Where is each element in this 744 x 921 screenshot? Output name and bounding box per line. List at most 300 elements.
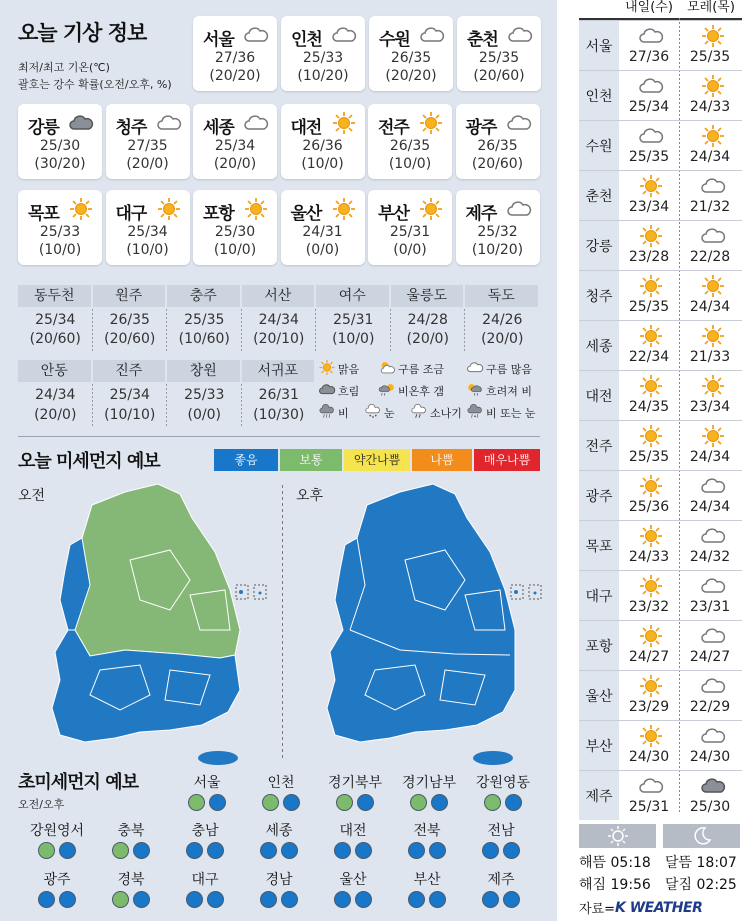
city-prob: (10/20): [297, 68, 349, 84]
city-name: 춘천: [467, 30, 498, 50]
small-city-prob: (20/60): [104, 331, 156, 347]
dust-level-badge: 보통: [280, 449, 342, 471]
forecast-temp-day1: 23/29: [628, 699, 670, 715]
am-level-dot: [408, 842, 425, 859]
forecast-temp-day2: 22/29: [689, 699, 731, 715]
fine-dust-city: 울산: [339, 872, 367, 888]
forecast-temp-day1: 27/36: [628, 49, 670, 65]
fine-dust-dots: [168, 842, 242, 859]
cloud-icon: [331, 24, 357, 46]
sun-icon: [700, 325, 724, 345]
am-level-dot: [484, 794, 501, 811]
fine-dust-city: 경기남부: [401, 775, 457, 791]
forecast-row: [579, 570, 742, 620]
am-level-dot: [186, 891, 203, 908]
legend-item: [318, 382, 359, 400]
forecast-temp-day2: 24/33: [689, 99, 731, 115]
rain-icon: [318, 404, 336, 422]
legend-item: [364, 404, 395, 422]
fine-dust-dots: [94, 891, 168, 908]
shower-icon: [410, 404, 428, 422]
forecast-temp-day2: 23/31: [689, 599, 731, 615]
forecast-row: [579, 20, 742, 70]
legend-item: [466, 382, 532, 400]
city-temp: 25/30: [39, 138, 81, 154]
forecast-temp-day2: 24/34: [689, 449, 731, 465]
forecast-row: [579, 120, 742, 170]
pm-level-dot: [59, 891, 76, 908]
pm-level-dot: [357, 794, 374, 811]
legend-label: 흐림: [338, 385, 360, 398]
forecast-city: 제주: [579, 771, 619, 820]
small-city-name: 안동: [18, 360, 91, 382]
cloud-icon: [700, 725, 724, 745]
city-card: [106, 190, 190, 265]
dark-cloud-icon: [68, 112, 94, 134]
forecast-row: [579, 670, 742, 720]
city-prob: (20/20): [209, 68, 261, 84]
forecast-temp-day2: 21/32: [689, 199, 731, 215]
city-card: [193, 190, 277, 265]
cloud-icon: [700, 175, 724, 195]
sunrise: 해뜸 05:18: [579, 855, 651, 871]
sun-rain-icon: [378, 382, 396, 400]
forecast-temp-day2: 24/32: [689, 549, 731, 565]
city-temp: 25/31: [389, 224, 431, 240]
forecast-temp-day1: 23/32: [628, 599, 670, 615]
small-city-prob: (10/30): [253, 407, 305, 423]
sun-icon: [638, 325, 662, 345]
city-temp: 25/33: [302, 50, 344, 66]
dust-level-badge: 매우나쁨: [474, 449, 540, 471]
legend-item: [378, 360, 444, 378]
fine-dust-city: 대전: [339, 823, 367, 839]
cloud-icon: [638, 775, 662, 795]
city-card: [456, 190, 540, 265]
forecast-temp-day1: 25/31: [628, 799, 670, 815]
page-title: 오늘 기상 정보: [18, 21, 147, 45]
fine-dust-city: 인천: [267, 775, 295, 791]
fine-dust-dots: [318, 794, 392, 811]
fine-dust-dots: [170, 794, 244, 811]
city-temp: 25/34: [214, 138, 256, 154]
forecast-row: [579, 370, 742, 420]
forecast-temp-day2: 24/34: [689, 499, 731, 515]
small-city-temp: 24/34: [35, 387, 76, 403]
fine-dust-city: 부산: [413, 872, 441, 888]
city-prob: (10/0): [301, 156, 344, 172]
dark-cloud-icon: [318, 382, 336, 400]
city-name: 광주: [465, 118, 497, 138]
legend-item: [378, 382, 444, 400]
am-level-dot: [260, 891, 277, 908]
pm-level-dot: [355, 891, 372, 908]
legend-label: 흐려져 비: [486, 385, 533, 398]
source-credit: [579, 898, 702, 917]
city-prob: (30/20): [34, 156, 86, 172]
small-city-prob: (20/0): [34, 407, 77, 423]
pm-level-dot: [429, 891, 446, 908]
sun-icon: [638, 475, 662, 495]
city-card: [369, 16, 453, 91]
fine-dust-dots: [94, 842, 168, 859]
city-card: [106, 104, 190, 179]
forecast-temp-day1: 24/27: [628, 649, 670, 665]
pm-level-dot: [503, 842, 520, 859]
sun-icon: [638, 525, 662, 545]
dust-title: 오늘 미세먼지 예보: [18, 451, 160, 472]
sun-icon: [700, 425, 724, 445]
pm-level-dot: [281, 842, 298, 859]
am-level-dot: [188, 794, 205, 811]
fine-dust-city: 강원영서: [29, 823, 85, 839]
column-divider: [92, 384, 93, 428]
city-name: 서울: [203, 30, 234, 50]
city-name: 청주: [115, 118, 147, 138]
cloud-icon: [507, 24, 533, 46]
sun-icon: [331, 112, 357, 134]
sun-icon: [638, 375, 662, 395]
forecast-city: 청주: [579, 271, 619, 320]
small-city-temp: 25/34: [109, 387, 150, 403]
sun-icon: [638, 175, 662, 195]
fine-dust-dots: [466, 794, 540, 811]
city-card: [193, 104, 277, 179]
fine-dust-city: 경기북부: [327, 775, 383, 791]
morning-map: [52, 484, 266, 765]
small-city-prob: (10/60): [178, 331, 230, 347]
city-card: [368, 104, 452, 179]
sun-icon: [700, 25, 724, 45]
am-level-dot: [334, 842, 351, 859]
city-temp: 26/35: [389, 138, 431, 154]
pm-level-dot: [503, 891, 520, 908]
am-level-dot: [482, 891, 499, 908]
small-city-name: 여수: [316, 285, 389, 307]
fine-dust-dots: [242, 842, 316, 859]
fine-dust-city: 서울: [193, 775, 221, 791]
city-name: 전주: [378, 118, 409, 138]
sun-icon: [700, 125, 724, 145]
fine-dust-city: 경북: [117, 872, 145, 888]
brand-logo: K WEATHER: [615, 899, 703, 916]
legend-label: 눈: [384, 407, 395, 420]
forecast-temp-day1: 24/35: [628, 399, 670, 415]
column-divider: [241, 384, 242, 428]
legend-label: 비온후 갬: [398, 385, 445, 398]
sun-icon: [318, 360, 336, 378]
sun-icon: [638, 675, 662, 695]
divider: [18, 436, 540, 437]
small-city-temp: 26/35: [109, 312, 150, 328]
moonrise: 달뜸 18:07: [665, 855, 737, 871]
forecast-city: 춘천: [579, 171, 619, 220]
forecast-city: 전주: [579, 421, 619, 470]
sun-outline-icon: [607, 825, 629, 847]
city-temp: 25/35: [478, 50, 520, 66]
city-prob: (20/60): [473, 68, 525, 84]
cloud-icon: [419, 24, 445, 46]
small-city-name: 서산: [242, 285, 315, 307]
forecast-row: [579, 720, 742, 770]
fine-dust-dots: [242, 891, 316, 908]
am-level-dot: [410, 794, 427, 811]
column-divider: [166, 384, 167, 428]
city-name: 대전: [290, 118, 322, 138]
am-level-dot: [186, 842, 203, 859]
cloud-icon: [700, 625, 724, 645]
cloud-icon: [700, 225, 724, 245]
forecast-city: 수원: [579, 121, 619, 170]
city-temp: 26/35: [477, 138, 518, 154]
am-level-dot: [336, 794, 353, 811]
cloud-icon: [700, 675, 724, 695]
sun-icon: [638, 725, 662, 745]
small-city-temp: 25/31: [333, 312, 374, 328]
fine-dust-dots: [316, 891, 390, 908]
column-divider: [315, 309, 316, 353]
forecast-city: 대전: [579, 371, 619, 420]
city-card: [18, 190, 102, 265]
am-level-dot: [482, 842, 499, 859]
small-city-prob: (20/60): [29, 331, 81, 347]
fine-dust-dots: [244, 794, 318, 811]
cloud-icon: [700, 525, 724, 545]
pm-level-dot: [281, 891, 298, 908]
fine-dust-dots: [390, 891, 464, 908]
snow-icon: [364, 404, 382, 422]
note-temp: 최저/최고 기온(℃): [18, 61, 110, 74]
forecast-temp-day1: 22/34: [628, 349, 670, 365]
column-divider: [464, 309, 465, 353]
fine-dust-sub: 오전/오후: [18, 798, 65, 811]
forecast-temp-day1: 25/35: [628, 299, 670, 315]
city-card: [368, 190, 452, 265]
cloud-icon: [700, 475, 724, 495]
afternoon-map: [327, 484, 541, 765]
pm-level-dot: [133, 891, 150, 908]
forecast-row: [579, 770, 742, 820]
forecast-temp-day1: 24/33: [628, 549, 670, 565]
small-city-name: 서귀포: [242, 360, 315, 382]
sun-icon: [700, 75, 724, 95]
am-level-dot: [38, 891, 55, 908]
day1-header: 내일(수): [625, 0, 673, 15]
city-temp: 27/36: [214, 50, 256, 66]
forecast-city: 목포: [579, 521, 619, 570]
forecast-row: [579, 70, 742, 120]
city-prob: (10/20): [471, 242, 524, 258]
pm-level-dot: [207, 842, 224, 859]
sun-cloud-icon: [378, 360, 396, 378]
city-prob: (10/0): [126, 242, 169, 258]
forecast-row: [579, 620, 742, 670]
dust-level-badge: 좋음: [214, 449, 278, 471]
small-city-temp: 25/35: [184, 312, 225, 328]
small-city-prob: (10/0): [332, 331, 375, 347]
column-divider: [166, 309, 167, 353]
dust-level-badge: 약간나쁨: [344, 449, 410, 471]
small-city-temp: 24/34: [258, 312, 299, 328]
fine-dust-city: 광주: [43, 872, 71, 888]
city-prob: (10/0): [388, 156, 432, 172]
small-city-prob: (20/0): [481, 331, 524, 347]
fine-dust-city: 충남: [191, 823, 219, 839]
cloud-icon: [506, 198, 532, 220]
forecast-temp-day1: 25/34: [628, 99, 670, 115]
sun-icon: [418, 198, 444, 220]
sun-icon: [638, 425, 662, 445]
small-city-name: 진주: [93, 360, 166, 382]
city-prob: (20/60): [471, 156, 524, 172]
am-level-dot: [112, 891, 129, 908]
fine-dust-dots: [390, 842, 464, 859]
cloud-icon: [638, 75, 662, 95]
legend-label: 소나기: [430, 407, 462, 420]
forecast-row: [579, 220, 742, 270]
am-level-dot: [112, 842, 129, 859]
small-city-name: 충주: [167, 285, 240, 307]
sunset: 해짐 19:56: [579, 877, 651, 893]
city-name: 대구: [115, 204, 147, 224]
city-card: [193, 16, 277, 91]
small-city-prob: (20/0): [406, 331, 449, 347]
small-city-prob: (20/10): [253, 331, 305, 347]
cloud-icon: [638, 125, 662, 145]
morning-label: 오전: [18, 488, 46, 504]
city-temp: 25/33: [39, 224, 81, 240]
fine-dust-city: 세종: [265, 823, 293, 839]
small-city-temp: 25/33: [184, 387, 225, 403]
am-level-dot: [408, 891, 425, 908]
forecast-temp-day1: 25/36: [628, 499, 670, 515]
legend-item: [466, 360, 532, 378]
city-name: 제주: [465, 204, 497, 224]
fine-dust-city: 전북: [413, 823, 441, 839]
legend-item: [318, 404, 349, 422]
moonset: 달짐 02:25: [665, 877, 737, 893]
small-city-name: 독도: [465, 285, 538, 307]
forecast-temp-day2: 23/34: [689, 399, 731, 415]
sun-icon: [243, 198, 269, 220]
pm-level-dot: [207, 891, 224, 908]
small-city-name: 울릉도: [391, 285, 464, 307]
legend-label: 맑음: [338, 363, 360, 376]
moon-box: [663, 824, 740, 848]
forecast-row: [579, 470, 742, 520]
legend-label: 구름 많음: [486, 363, 533, 376]
sun-dark-rain-icon: [466, 382, 484, 400]
source-label: 자료=: [579, 902, 616, 917]
city-card: [281, 104, 365, 179]
city-temp: 26/35: [390, 50, 432, 66]
legend-item: [410, 404, 462, 422]
forecast-temp-day2: 21/33: [689, 349, 731, 365]
forecast-temp-day1: 23/34: [628, 199, 670, 215]
city-card: [456, 104, 540, 179]
sun-icon: [700, 275, 724, 295]
forecast-city: 부산: [579, 721, 619, 770]
sun-icon: [68, 198, 94, 220]
sun-box: [579, 824, 656, 848]
forecast-temp-day1: 25/35: [628, 449, 670, 465]
column-divider: [390, 309, 391, 353]
city-name: 울산: [290, 204, 322, 224]
forecast-row: [579, 170, 742, 220]
city-card: [281, 190, 365, 265]
forecast-temp-day2: 24/27: [689, 649, 731, 665]
cloud-icon: [466, 360, 484, 378]
city-prob: (20/0): [126, 156, 169, 172]
sun-icon: [156, 198, 182, 220]
forecast-city: 울산: [579, 671, 619, 720]
forecast-temp-day1: 23/28: [628, 249, 670, 265]
city-name: 부산: [378, 204, 409, 224]
pm-level-dot: [59, 842, 76, 859]
city-temp: 25/32: [477, 224, 518, 240]
afternoon-label: 오후: [296, 488, 324, 504]
fine-dust-city: 충북: [117, 823, 145, 839]
legend-label: 비: [338, 407, 349, 420]
column-divider: [92, 309, 93, 353]
city-prob: (10/0): [38, 242, 82, 258]
city-name: 세종: [203, 118, 234, 138]
note-prob: 괄호는 강수 확률(오전/오후, %): [18, 78, 172, 91]
fine-dust-city: 강원영동: [475, 775, 531, 791]
city-name: 수원: [379, 30, 410, 50]
pm-level-dot: [431, 794, 448, 811]
pm-level-dot: [283, 794, 300, 811]
sun-icon: [331, 198, 357, 220]
city-temp: 27/35: [127, 138, 168, 154]
fine-dust-dots: [20, 891, 94, 908]
cloud-icon: [638, 25, 662, 45]
legend-label: 구름 조금: [398, 363, 445, 376]
forecast-temp-day2: 24/34: [689, 149, 731, 165]
fine-dust-dots: [20, 842, 94, 859]
city-name: 포항: [203, 204, 234, 224]
fine-dust-dots: [464, 842, 538, 859]
small-city-prob: (0/0): [187, 407, 221, 423]
sun-icon: [638, 275, 662, 295]
day2-header: 모레(목): [687, 0, 735, 15]
city-prob: (20/0): [213, 156, 257, 172]
sun-icon: [418, 112, 444, 134]
city-prob: (20/20): [385, 68, 437, 84]
city-name: 목포: [28, 204, 59, 224]
fine-dust-city: 전남: [487, 823, 515, 839]
small-city-temp: 25/34: [35, 312, 76, 328]
legend-item: [466, 404, 536, 422]
small-city-temp: 24/26: [482, 312, 523, 328]
moon-icon: [691, 825, 713, 847]
city-prob: (0/0): [305, 242, 340, 258]
cloud-icon: [243, 24, 269, 46]
sun-icon: [638, 625, 662, 645]
pm-level-dot: [133, 842, 150, 859]
rain-snow-icon: [466, 404, 484, 422]
city-name: 강릉: [28, 118, 59, 138]
forecast-temp-day2: 24/30: [689, 749, 731, 765]
city-temp: 24/31: [302, 224, 343, 240]
sun-icon: [638, 225, 662, 245]
city-card: [18, 104, 102, 179]
fine-dust-dots: [392, 794, 466, 811]
forecast-row: [579, 270, 742, 320]
fine-dust-dots: [168, 891, 242, 908]
forecast-row: [579, 420, 742, 470]
forecast-city: 서울: [579, 21, 619, 70]
